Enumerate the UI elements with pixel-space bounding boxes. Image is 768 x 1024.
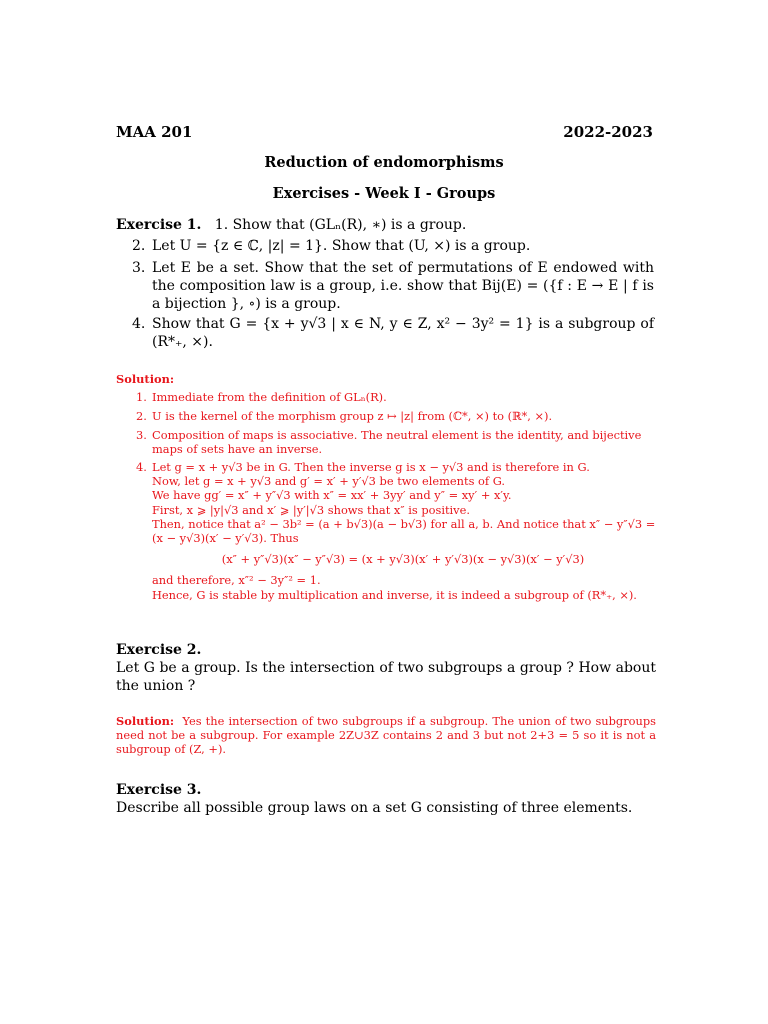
- solution-4-line: Hence, G is stable by multiplication and inverse, it is indeed a subgroup of (R*₊, ×).: [152, 587, 637, 602]
- exercise-2-solution-text: Yes the intersection of two subgroups if a subgroup. The union of two subgroups need not be a subgroup. For example 2Z∪3Z contains 2 and 3 but not 2+3 = 5 so it is not a subgroup of (Z, +).: [116, 714, 656, 757]
- solution-4-line: Then, notice that a² − 3b² = (a + b√3)(a − b√3) for all a, b. And notice that x″ − y″√3 =: [152, 516, 656, 531]
- exercise-1-item: [116, 237, 654, 255]
- document-subtitle: Exercises - Week I - Groups: [272, 185, 496, 202]
- exercise-1-item-3: Let E be a set. Show that the set of permutations of E endowed with the composition law is a group, i.e. show that Bij(E) = ({f : E → E | f is a bijection }, ∘) is a group.: [152, 260, 654, 312]
- exercise-1-item: [116, 315, 654, 351]
- item-number: 2.: [132, 238, 146, 254]
- solution-item: [116, 428, 654, 456]
- item-number: 4.: [132, 316, 146, 332]
- exercise-1-item-2: Let U = {z ∈ ℂ, |z| = 1}. Show that (U, ×) is a group.: [152, 238, 531, 254]
- item-number: 4.: [136, 460, 147, 474]
- item-number: 3.: [136, 428, 147, 442]
- exercise-2-solution: [116, 714, 656, 757]
- solution-4-line: Now, let g = x + y√3 and g′ = x′ + y′√3 be two elements of G.: [152, 474, 506, 489]
- solution-item: [116, 460, 654, 602]
- solution-4-line: We have gg′ = x″ + y″√3 with x″ = xx′ + 3yy′ and y″ = xy′ + x′y.: [152, 488, 512, 503]
- exercise-1-first-line: [116, 216, 656, 234]
- solution-4-line: and therefore, x″² − 3y″² = 1.: [152, 573, 321, 588]
- item-number: 1.: [136, 390, 147, 404]
- solution-item-3: Composition of maps is associative. The neutral element is the identity, and bijective maps of sets have an inverse.: [152, 428, 642, 457]
- solution-item: [116, 390, 654, 404]
- exercise-1-item: [116, 259, 654, 313]
- solution-4-line: First, x ⩾ |y|√3 and x′ ⩾ |y′|√3 shows that x″ is positive.: [152, 502, 470, 517]
- solution-4-line: (x − y√3)(x′ − y′√3). Thus: [152, 531, 299, 546]
- solution-4-line: Let g = x + y√3 be in G. Then the inverse g is x − y√3 and is therefore in G.: [152, 460, 590, 474]
- solution-item-1: Immediate from the definition of GLₙ(R).: [152, 390, 387, 404]
- solution-label: Solution:: [116, 714, 175, 728]
- academic-year: 2022-2023: [563, 123, 653, 141]
- exercise-1-item-1: 1. Show that (GLₙ(R), ∗) is a group.: [214, 217, 467, 233]
- solution-item-2: U is the kernel of the morphism group z ↦ |z| from (ℂ*, ×) to (ℝ*, ×).: [152, 409, 553, 423]
- exercise-3-body: Describe all possible group laws on a set G consisting of three elements.: [116, 800, 633, 816]
- solution-4-equation: (x″ + y″√3)(x″ − y″√3) = (x + y√3)(x′ + y′√3)(x − y√3)(x′ − y′√3): [221, 552, 585, 567]
- solution-label: Solution:: [116, 372, 175, 386]
- solution-item: [116, 409, 654, 423]
- exercise-2-body: Let G be a group. Is the intersection of two subgroups a group ? How about the union ?: [116, 660, 656, 694]
- item-number: 3.: [132, 260, 146, 276]
- exercise-2-heading: Exercise 2.: [116, 642, 202, 658]
- exercise-1-heading: Exercise 1.: [116, 217, 202, 233]
- item-number: 2.: [136, 409, 147, 423]
- exercise-3-heading: Exercise 3.: [116, 782, 202, 798]
- document-title: Reduction of endomorphisms: [264, 154, 504, 171]
- exercise-1-item-4: Show that G = {x + y√3 | x ∈ N, y ∈ Z, x² − 3y² = 1} is a subgroup of (R*₊, ×).: [152, 316, 654, 350]
- course-code: MAA 201: [116, 123, 193, 141]
